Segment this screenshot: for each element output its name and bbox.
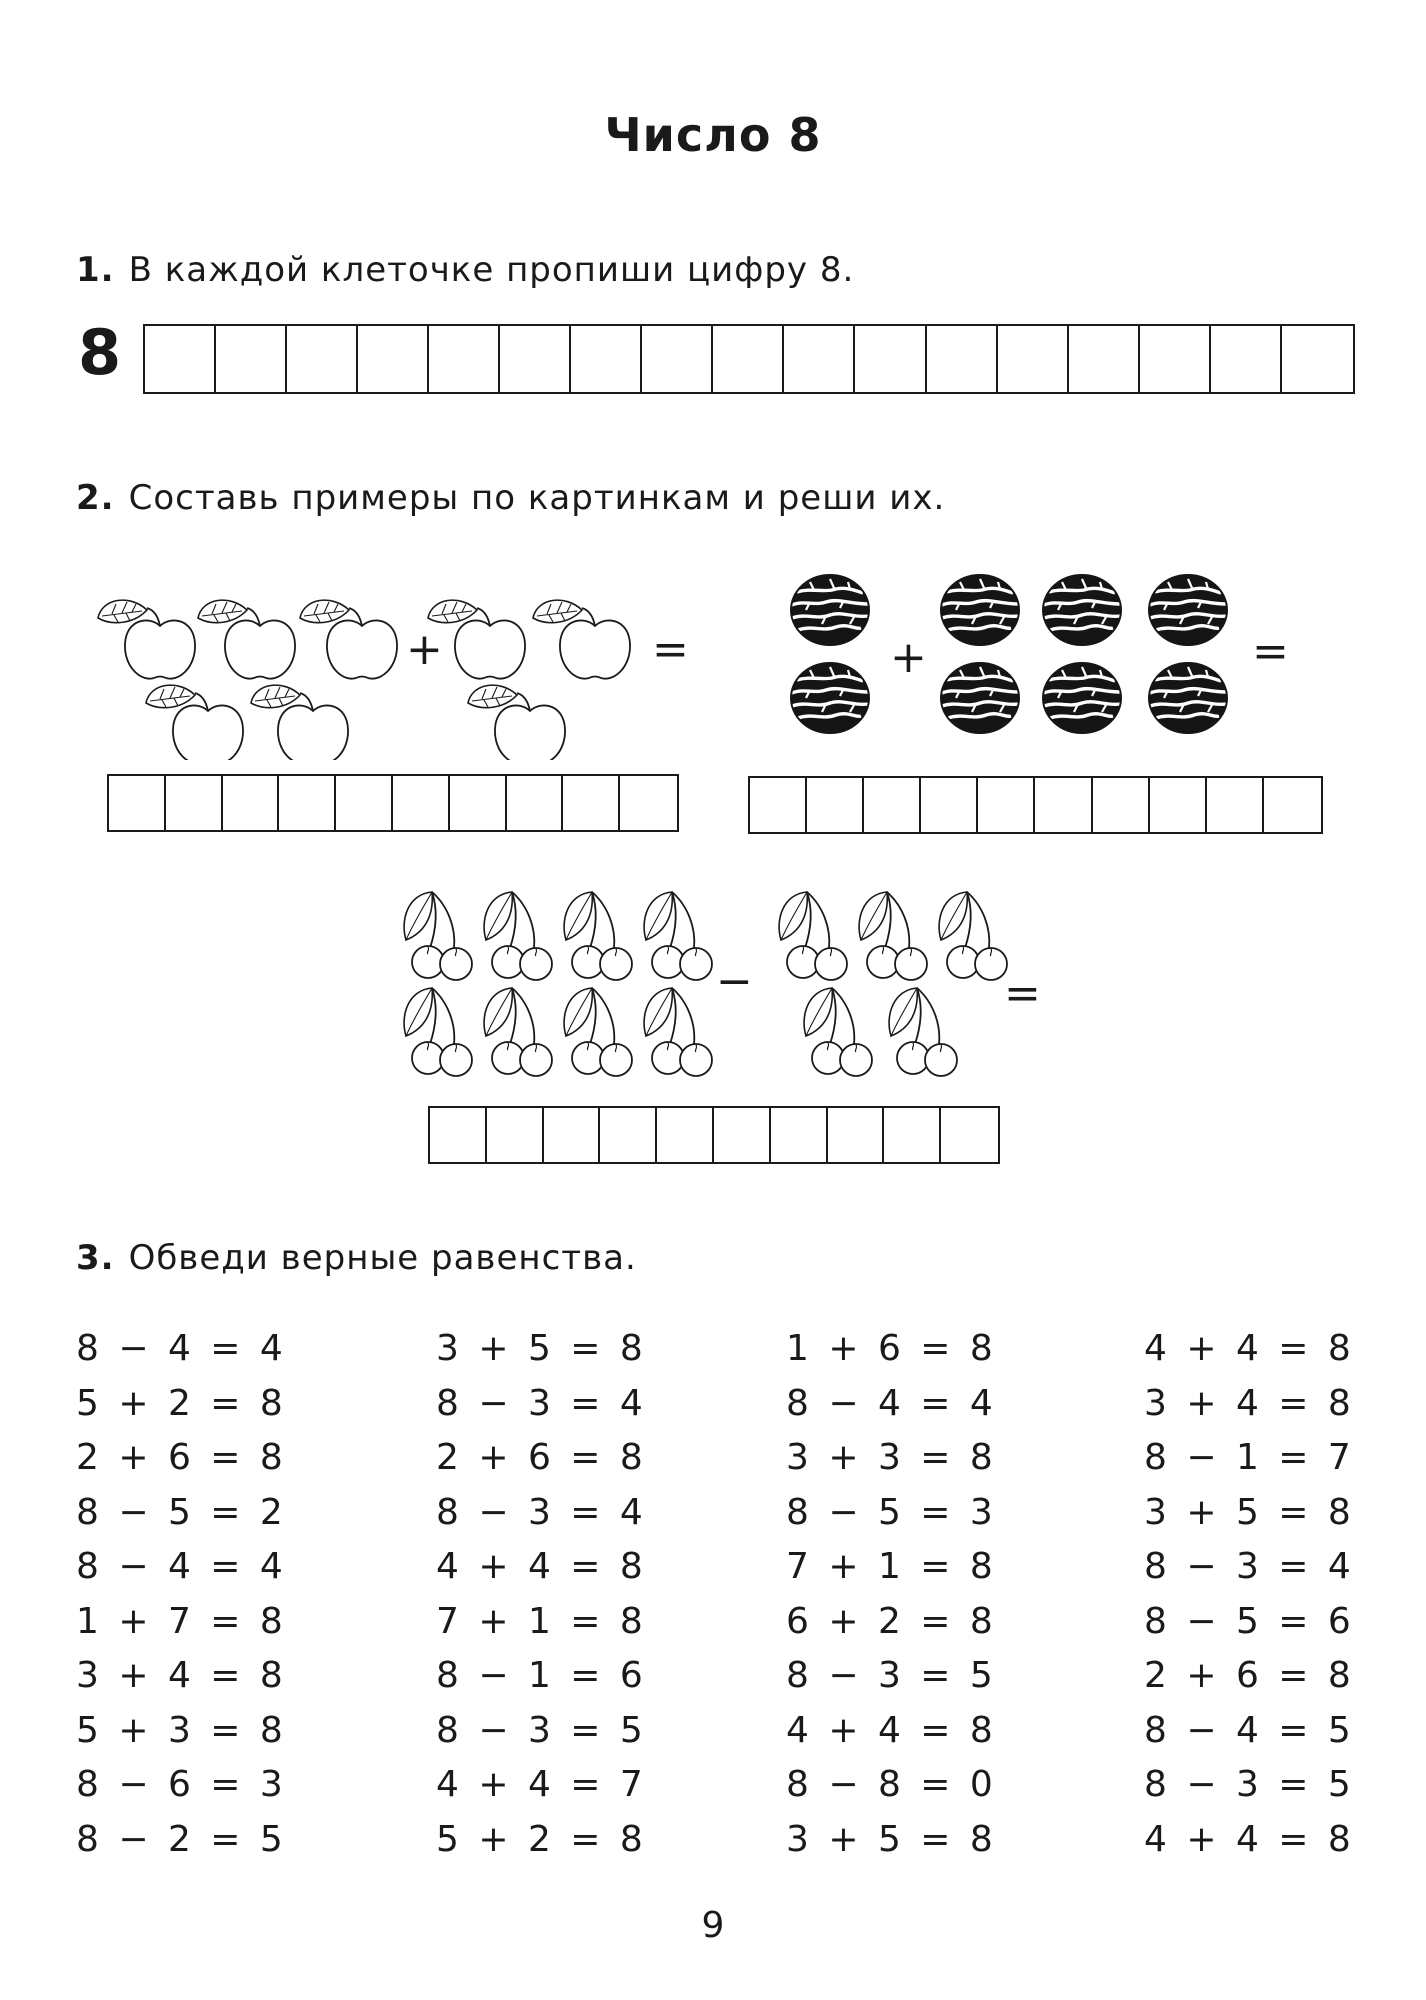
answer-cell[interactable] xyxy=(807,778,864,832)
digit-writing-cells xyxy=(143,324,1355,394)
answer-cell[interactable] xyxy=(1035,778,1092,832)
answer-cell[interactable] xyxy=(563,776,620,830)
equation[interactable]: 4 + 4 = 7 xyxy=(436,1764,647,1805)
cherry-icon xyxy=(644,892,712,980)
answer-cell[interactable] xyxy=(855,326,926,392)
answer-cell[interactable] xyxy=(279,776,336,830)
equation[interactable]: 5 + 2 = 8 xyxy=(436,1818,647,1860)
answer-cell[interactable] xyxy=(223,776,280,830)
answer-cell[interactable] xyxy=(884,1108,941,1162)
page-number: 9 xyxy=(701,1905,725,1946)
answer-cell[interactable] xyxy=(166,776,223,830)
cherry-icon xyxy=(484,988,552,1076)
watermelon-icon xyxy=(1043,663,1121,733)
equation[interactable]: 8 − 8 = 0 xyxy=(786,1764,997,1805)
answer-cell[interactable] xyxy=(487,1108,544,1162)
answer-cell[interactable] xyxy=(216,326,287,392)
equation[interactable]: 8 − 4 = 5 xyxy=(1144,1709,1355,1751)
answer-cell[interactable] xyxy=(713,326,784,392)
task-1-number: 1. xyxy=(76,250,115,290)
watermelon-icon xyxy=(1149,663,1227,733)
cherry-icon xyxy=(939,892,1007,980)
equals-sign: = xyxy=(1004,968,1041,1019)
answer-cell[interactable] xyxy=(864,778,921,832)
equations-column-3 xyxy=(786,1322,997,1867)
equation[interactable]: 5 + 3 = 8 xyxy=(76,1709,287,1751)
equation[interactable]: 8 − 6 = 3 xyxy=(76,1764,287,1805)
equation[interactable]: 4 + 4 = 8 xyxy=(1144,1328,1355,1369)
answer-cell[interactable] xyxy=(714,1108,771,1162)
task-1-heading xyxy=(76,250,854,290)
apples-picture xyxy=(90,560,680,760)
apples-answer-cells xyxy=(107,774,679,832)
answer-cell[interactable] xyxy=(941,1108,998,1162)
equation[interactable]: 8 − 3 = 4 xyxy=(1144,1546,1355,1587)
cherry-icon xyxy=(404,892,472,980)
equation[interactable]: 2 + 6 = 8 xyxy=(1144,1655,1355,1696)
cherry-icon xyxy=(644,988,712,1076)
apple-icon xyxy=(533,600,630,679)
equation[interactable]: 8 − 1 = 6 xyxy=(436,1655,647,1696)
apple-icon xyxy=(146,685,243,760)
equals-sign: = xyxy=(1252,626,1289,677)
answer-cell[interactable] xyxy=(600,1108,657,1162)
equation[interactable]: 7 + 1 = 8 xyxy=(436,1600,647,1642)
cherries-picture xyxy=(370,870,1010,1080)
answer-cell[interactable] xyxy=(450,776,507,830)
answer-cell[interactable] xyxy=(1150,778,1207,832)
plus-sign: + xyxy=(890,632,927,683)
equation[interactable]: 3 + 4 = 8 xyxy=(1144,1382,1355,1424)
task-3-number: 3. xyxy=(76,1238,115,1278)
apple-icon xyxy=(98,600,195,679)
equation[interactable]: 8 − 3 = 4 xyxy=(436,1382,647,1424)
equation[interactable]: 8 − 4 = 4 xyxy=(786,1382,997,1424)
cherry-icon xyxy=(804,988,872,1076)
plus-sign: + xyxy=(406,624,443,675)
equation[interactable]: 8 − 2 = 5 xyxy=(76,1818,287,1860)
answer-cell[interactable] xyxy=(544,1108,601,1162)
answer-cell[interactable] xyxy=(358,326,429,392)
cherry-icon xyxy=(859,892,927,980)
answer-cell[interactable] xyxy=(1069,326,1140,392)
task-2-heading xyxy=(76,478,945,518)
task-2-text: Составь примеры по картинкам и реши их. xyxy=(128,478,946,518)
equation[interactable]: 8 − 3 = 5 xyxy=(786,1655,997,1696)
equation[interactable]: 4 + 4 = 8 xyxy=(1144,1818,1355,1860)
cherry-icon xyxy=(564,988,632,1076)
answer-cell[interactable] xyxy=(657,1108,714,1162)
apple-icon xyxy=(468,685,565,760)
cherry-icon xyxy=(779,892,847,980)
answer-cell[interactable] xyxy=(145,326,216,392)
task-3-text: Обведи верные равенства. xyxy=(128,1238,637,1278)
equation[interactable]: 8 − 1 = 7 xyxy=(1144,1437,1355,1478)
answer-cell[interactable] xyxy=(336,776,393,830)
answer-cell[interactable] xyxy=(287,326,358,392)
answer-cell[interactable] xyxy=(978,778,1035,832)
equation[interactable]: 3 + 4 = 8 xyxy=(76,1655,287,1696)
answer-cell[interactable] xyxy=(620,776,677,830)
equation[interactable]: 4 + 4 = 8 xyxy=(786,1709,997,1751)
answer-cell[interactable] xyxy=(500,326,571,392)
watermelon-icon xyxy=(941,575,1019,645)
watermelons-answer-cells xyxy=(748,776,1323,834)
apple-icon xyxy=(300,600,397,679)
equation[interactable]: 3 + 5 = 8 xyxy=(436,1328,647,1369)
equation[interactable]: 5 + 2 = 8 xyxy=(76,1382,287,1424)
answer-cell[interactable] xyxy=(1093,778,1150,832)
answer-cell[interactable] xyxy=(1140,326,1211,392)
cherry-icon xyxy=(484,892,552,980)
equation[interactable]: 4 + 4 = 8 xyxy=(436,1546,647,1587)
cherries-answer-cells xyxy=(428,1106,1000,1164)
answer-cell[interactable] xyxy=(927,326,998,392)
equation[interactable]: 2 + 6 = 8 xyxy=(436,1437,647,1478)
watermelons-picture xyxy=(770,560,1270,760)
equations-column-4 xyxy=(1144,1322,1355,1867)
answer-cell[interactable] xyxy=(571,326,642,392)
equation[interactable]: 8 − 3 = 4 xyxy=(436,1491,647,1533)
answer-cell[interactable] xyxy=(429,326,500,392)
watermelon-icon xyxy=(941,663,1019,733)
answer-cell[interactable] xyxy=(828,1108,885,1162)
answer-cell[interactable] xyxy=(1264,778,1321,832)
equation[interactable]: 8 − 4 = 4 xyxy=(76,1546,287,1587)
equation[interactable]: 3 + 5 = 8 xyxy=(786,1818,997,1860)
equation[interactable]: 7 + 1 = 8 xyxy=(786,1546,997,1587)
minus-sign: − xyxy=(716,956,753,1007)
sample-digit: 8 xyxy=(78,316,122,389)
watermelon-icon xyxy=(1043,575,1121,645)
answer-cell[interactable] xyxy=(430,1108,487,1162)
task-2-number: 2. xyxy=(76,478,115,518)
watermelon-icon xyxy=(1149,575,1227,645)
cherry-icon xyxy=(404,988,472,1076)
equation[interactable]: 8 − 5 = 6 xyxy=(1144,1600,1355,1642)
cherry-icon xyxy=(564,892,632,980)
equation[interactable]: 8 − 5 = 3 xyxy=(786,1491,997,1533)
answer-cell[interactable] xyxy=(1211,326,1282,392)
watermelon-icon xyxy=(791,663,869,733)
equation[interactable]: 8 − 4 = 4 xyxy=(76,1328,287,1369)
equation[interactable]: 6 + 2 = 8 xyxy=(786,1600,997,1642)
answer-cell[interactable] xyxy=(393,776,450,830)
answer-cell[interactable] xyxy=(784,326,855,392)
watermelon-icon xyxy=(791,575,869,645)
answer-cell[interactable] xyxy=(642,326,713,392)
equations-column-2 xyxy=(436,1322,647,1867)
equation[interactable]: 8 − 3 = 5 xyxy=(1144,1764,1355,1805)
answer-cell[interactable] xyxy=(1207,778,1264,832)
answer-cell[interactable] xyxy=(1282,326,1353,392)
equation[interactable]: 8 − 3 = 5 xyxy=(436,1709,647,1751)
apple-icon xyxy=(198,600,295,679)
equation[interactable]: 8 − 5 = 2 xyxy=(76,1491,287,1533)
task-1-text: В каждой клеточке пропиши цифру 8. xyxy=(128,250,855,290)
answer-cell[interactable] xyxy=(921,778,978,832)
cherry-icon xyxy=(889,988,957,1076)
answer-cell[interactable] xyxy=(109,776,166,830)
answer-cell[interactable] xyxy=(507,776,564,830)
answer-cell[interactable] xyxy=(998,326,1069,392)
equation[interactable]: 2 + 6 = 8 xyxy=(76,1437,287,1478)
answer-cell[interactable] xyxy=(750,778,807,832)
equation[interactable]: 3 + 5 = 8 xyxy=(1144,1491,1355,1533)
page-title: Число 8 xyxy=(604,108,822,162)
equation[interactable]: 1 + 7 = 8 xyxy=(76,1600,287,1642)
equation[interactable]: 3 + 3 = 8 xyxy=(786,1437,997,1478)
equals-sign: = xyxy=(652,624,689,675)
task-3-heading xyxy=(76,1238,637,1278)
apple-icon xyxy=(251,685,348,760)
equation[interactable]: 1 + 6 = 8 xyxy=(786,1328,997,1369)
answer-cell[interactable] xyxy=(771,1108,828,1162)
equations-column-1 xyxy=(76,1322,287,1867)
